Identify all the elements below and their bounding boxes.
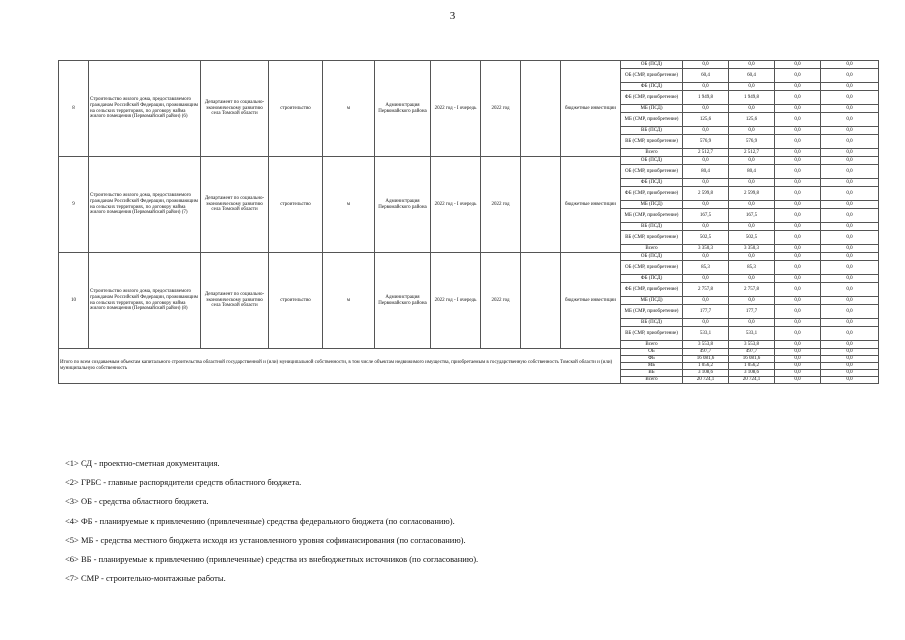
value-cell: 0,0 [775,157,821,165]
value-cell: 0,0 [683,179,729,187]
total-value: 0,0 [821,363,879,370]
project-number: 10 [59,253,89,349]
value-cell: 0,0 [821,231,879,245]
empty-cell [521,253,561,349]
footnotes [65,454,478,588]
investment-type-cell: бюджетные инвестиции [561,253,621,349]
value-cell: 0,0 [821,135,879,149]
value-cell: 0,0 [729,201,775,209]
value-cell: 0,0 [821,83,879,91]
funding-source: ОБ (ПСД) [621,253,683,261]
executor-cell: Администрация Первомайского района [375,253,431,349]
value-cell: 0,0 [683,223,729,231]
date-cell: 2022 год [481,253,521,349]
period-cell: 2022 год - I очередь [431,157,481,253]
funding-source: ОБ (ПСД) [621,61,683,69]
unit-cell: м [323,253,375,349]
total-value: 20 724,1 [683,377,729,384]
value-cell: 80,4 [729,165,775,179]
value-cell: 0,0 [821,61,879,69]
table-row [59,157,879,165]
value-cell: 0,0 [821,297,879,305]
value-cell: 576,9 [729,135,775,149]
footnote: <6> ВБ - планируемые к привлечению (привлеченные) средства из внебюджетных источников (по согласованию). [65,554,479,565]
value-cell: 0,0 [683,127,729,135]
project-number: 9 [59,157,89,253]
value-cell: 177,7 [729,305,775,319]
value-cell: 0,0 [775,245,821,253]
funding-source: ВБ (ПСД) [621,127,683,135]
total-value: 497,7 [683,349,729,356]
value-cell: 0,0 [729,105,775,113]
footnote: <3> ОБ - средства областного бюджета. [65,496,209,507]
value-cell: 0,0 [821,319,879,327]
value-cell: 0,0 [729,253,775,261]
value-cell: 0,0 [775,297,821,305]
empty-cell [521,157,561,253]
value-cell: 0,0 [775,61,821,69]
totals-label: Итого по всем создаваемым объектам капитального строительства областной государственной и (или) муниципальной собственности, в том числе объектам недвижимого имущества, приобретаемым в государственную собственность Томской области и (или) муниципальную собственность [59,349,621,384]
value-cell: 0,0 [821,165,879,179]
value-cell: 0,0 [729,319,775,327]
value-cell: 60,4 [683,69,729,83]
value-cell: 0,0 [821,305,879,319]
funding-source: Всего [621,149,683,157]
total-value: 0,0 [821,349,879,356]
value-cell: 0,0 [775,165,821,179]
funding-source: ВБ (ПСД) [621,319,683,327]
value-cell: 125,6 [729,113,775,127]
value-cell: 0,0 [775,231,821,245]
total-value: 1 056,2 [729,363,775,370]
value-cell: 0,0 [775,201,821,209]
value-cell: 0,0 [775,327,821,341]
project-name: Строительство жилого дома, предоставляемого гражданам Российской Федерации, проживающим на сельских территориях, по договору найма жилого помещения (Первомайский район) (8) [89,253,201,349]
value-cell: 0,0 [821,187,879,201]
total-source: МБ [621,363,683,370]
value-cell: 0,0 [683,275,729,283]
empty-cell [521,61,561,157]
work-kind-cell: строительство [269,253,323,349]
executor-cell: Администрация Первомайского района [375,61,431,157]
total-value: 0,0 [775,370,821,377]
funding-source: ВБ (ПСД) [621,223,683,231]
value-cell: 2 599,8 [683,187,729,201]
value-cell: 0,0 [775,179,821,187]
funding-source: ФБ (ПСД) [621,275,683,283]
total-value: 20 724,1 [729,377,775,384]
value-cell: 80,4 [683,165,729,179]
funding-source: ФБ (СМР, приобретение) [621,187,683,201]
value-cell: 0,0 [775,113,821,127]
value-cell: 0,0 [775,105,821,113]
funding-source: ФБ (СМР, приобретение) [621,283,683,297]
value-cell: 2 599,8 [729,187,775,201]
total-value: 16 081,6 [683,356,729,363]
value-cell: 0,0 [729,223,775,231]
value-cell: 0,0 [821,327,879,341]
value-cell: 0,0 [775,69,821,83]
value-cell: 60,4 [729,69,775,83]
value-cell: 3 553,8 [729,341,775,349]
value-cell: 0,0 [729,83,775,91]
value-cell: 0,0 [683,83,729,91]
value-cell: 0,0 [821,149,879,157]
value-cell: 0,0 [821,127,879,135]
value-cell: 0,0 [775,253,821,261]
value-cell: 0,0 [683,319,729,327]
value-cell: 2 512,7 [729,149,775,157]
funding-source: ВБ (СМР, приобретение) [621,135,683,149]
funding-source: МБ (СМР, приобретение) [621,305,683,319]
value-cell: 85,3 [729,261,775,275]
value-cell: 0,0 [821,179,879,187]
date-cell: 2022 год [481,61,521,157]
value-cell: 1 949,8 [683,91,729,105]
total-value: 16 081,6 [729,356,775,363]
value-cell: 0,0 [683,297,729,305]
value-cell: 0,0 [683,157,729,165]
period-cell: 2022 год - I очередь [431,253,481,349]
value-cell: 0,0 [729,61,775,69]
funding-source: ФБ (ПСД) [621,83,683,91]
funding-source: ОБ (СМР, приобретение) [621,165,683,179]
value-cell: 0,0 [683,105,729,113]
funding-source: ФБ (СМР, приобретение) [621,91,683,105]
project-name: Строительство жилого дома, предоставляемого гражданам Российской Федерации, проживающим на сельских территориях, по договору найма жилого помещения (Первомайский район) (6) [89,61,201,157]
value-cell: 0,0 [729,127,775,135]
work-kind-cell: строительство [269,61,323,157]
value-cell: 0,0 [821,245,879,253]
value-cell: 0,0 [775,275,821,283]
funding-source: МБ (ПСД) [621,105,683,113]
value-cell: 0,0 [729,275,775,283]
table-row [59,61,879,69]
total-source: ФБ [621,356,683,363]
value-cell: 533,1 [729,327,775,341]
funding-source: ФБ (ПСД) [621,179,683,187]
project-name: Строительство жилого дома, предоставляемого гражданам Российской Федерации, проживающим на сельских территориях, по договору найма жилого помещения (Первомайский район) (7) [89,157,201,253]
value-cell: 0,0 [775,261,821,275]
value-cell: 0,0 [775,187,821,201]
value-cell: 502,5 [683,231,729,245]
value-cell: 0,0 [821,157,879,165]
value-cell: 0,0 [729,297,775,305]
project-number: 8 [59,61,89,157]
value-cell: 0,0 [729,157,775,165]
total-value: 0,0 [821,356,879,363]
funding-source: ОБ (ПСД) [621,157,683,165]
total-source: ВБ [621,370,683,377]
value-cell: 1 949,8 [729,91,775,105]
value-cell: 0,0 [821,283,879,297]
value-cell: 2 757,8 [683,283,729,297]
value-cell: 3 553,8 [683,341,729,349]
value-cell: 177,7 [683,305,729,319]
value-cell: 0,0 [821,261,879,275]
funding-source: ОБ (СМР, приобретение) [621,261,683,275]
value-cell: 0,0 [821,69,879,83]
value-cell: 0,0 [775,91,821,105]
footnote: <7> СМР - строительно-монтажные работы. [65,573,226,584]
value-cell: 0,0 [821,201,879,209]
total-value: 0,0 [775,356,821,363]
value-cell: 0,0 [821,223,879,231]
value-cell: 167,5 [683,209,729,223]
date-cell: 2022 год [481,157,521,253]
value-cell: 3 350,3 [683,245,729,253]
value-cell: 0,0 [683,253,729,261]
funding-source: МБ (СМР, приобретение) [621,113,683,127]
value-cell: 0,0 [821,209,879,223]
value-cell: 0,0 [775,283,821,297]
footnote: <1> СД - проектно-сметная документация. [65,458,220,468]
unit-cell: м [323,61,375,157]
value-cell: 0,0 [775,341,821,349]
total-source: ОБ [621,349,683,356]
investment-type-cell: бюджетные инвестиции [561,157,621,253]
value-cell: 0,0 [821,91,879,105]
value-cell: 0,0 [683,201,729,209]
value-cell: 0,0 [775,319,821,327]
funding-source: Всего [621,341,683,349]
value-cell: 125,6 [683,113,729,127]
footnote: <4> ФБ - планируемые к привлечению (привлеченные) средства федерального бюджета (по согласованию). [65,515,455,526]
investment-table [58,60,879,384]
total-value: 1 056,2 [683,363,729,370]
total-value: 0,0 [821,370,879,377]
investment-type-cell: бюджетные инвестиции [561,61,621,157]
value-cell: 0,0 [775,135,821,149]
value-cell: 0,0 [821,341,879,349]
funding-source: МБ (ПСД) [621,297,683,305]
unit-cell: м [323,157,375,253]
grbs-cell: Департамент по социально-экономическому развитию села Томской области [201,253,269,349]
funding-source: ВБ (СМР, приобретение) [621,327,683,341]
footnote: <2> ГРБС - главные распорядители средств областного бюджета. [65,477,302,488]
funding-source: ВБ (СМР, приобретение) [621,231,683,245]
value-cell: 0,0 [775,149,821,157]
total-value: 3 108,6 [729,370,775,377]
grbs-cell: Департамент по социально-экономическому развитию села Томской области [201,157,269,253]
period-cell: 2022 год - I очередь [431,61,481,157]
funding-source: МБ (СМР, приобретение) [621,209,683,223]
total-value: 0,0 [775,349,821,356]
table-row [59,253,879,261]
value-cell: 3 350,3 [729,245,775,253]
value-cell: 0,0 [821,275,879,283]
page-number: 3 [449,10,456,22]
value-cell: 85,3 [683,261,729,275]
total-value: 497,7 [729,349,775,356]
value-cell: 0,0 [775,127,821,135]
value-cell: 0,0 [821,253,879,261]
value-cell: 0,0 [775,223,821,231]
value-cell: 0,0 [821,105,879,113]
total-row [59,349,879,356]
value-cell: 576,9 [683,135,729,149]
total-value: 0,0 [821,377,879,384]
value-cell: 502,5 [729,231,775,245]
executor-cell: Администрация Первомайского района [375,157,431,253]
value-cell: 0,0 [775,83,821,91]
total-value: 3 108,6 [683,370,729,377]
value-cell: 0,0 [821,113,879,127]
value-cell: 0,0 [775,305,821,319]
grbs-cell: Департамент по социально-экономическому развитию села Томской области [201,61,269,157]
value-cell: 0,0 [775,209,821,223]
total-source: Всего [621,377,683,384]
value-cell: 0,0 [683,61,729,69]
value-cell: 167,5 [729,209,775,223]
funding-source: ОБ (СМР, приобретение) [621,69,683,83]
funding-source: Всего [621,245,683,253]
footnote: <5> МБ - средства местного бюджета исходя из установленного уровня софинансирования (по согласованию). [65,534,466,545]
work-kind-cell: строительство [269,157,323,253]
value-cell: 2 757,8 [729,283,775,297]
total-value: 0,0 [775,363,821,370]
value-cell: 0,0 [729,179,775,187]
total-value: 0,0 [775,377,821,384]
value-cell: 533,1 [683,327,729,341]
funding-source: МБ (ПСД) [621,201,683,209]
value-cell: 2 512,7 [683,149,729,157]
